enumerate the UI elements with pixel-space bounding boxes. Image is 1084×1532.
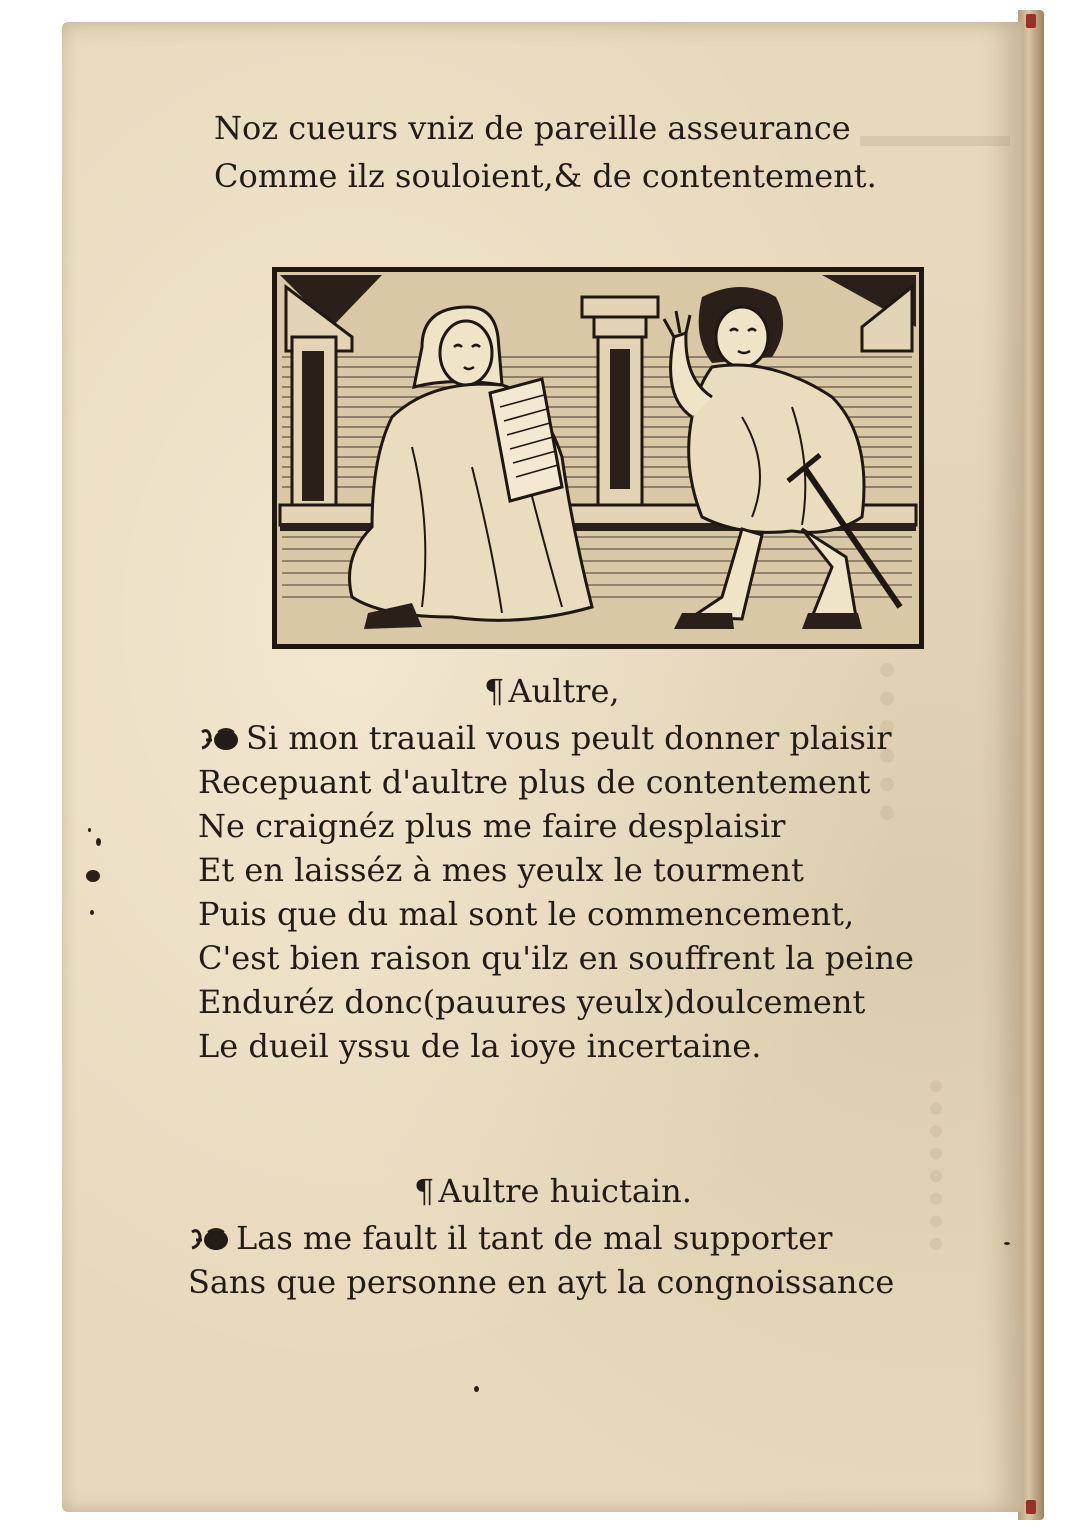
ink-speck [88, 828, 91, 832]
verse-line: Recepuant d'aultre plus de contentement [198, 763, 871, 801]
verse-line: Le dueil yssu de la ioye incertaine. [198, 1027, 762, 1065]
spine-ribbon-mark [1026, 14, 1036, 28]
fleuron-icon [188, 1226, 230, 1252]
verse-line: Enduréz donc(pauures yeulx)doulcement [198, 983, 866, 1021]
ink-speck [96, 838, 101, 846]
show-through [930, 1080, 1022, 1250]
woodcut-illustration [272, 267, 924, 649]
verse-line: Ne craignéz plus me faire desplaisir [198, 807, 786, 845]
ink-speck [1004, 1242, 1010, 1245]
section-heading-aultre [484, 672, 620, 710]
show-through [860, 110, 1010, 146]
heading-text: Aultre huictain. [438, 1172, 692, 1210]
verse-block-aultre-huictain [188, 1216, 894, 1304]
verse-line-text: Si mon trauail vous peult donner plaisir [246, 719, 892, 757]
verse-line: Sans que personne en ayt la congnoissance [188, 1263, 895, 1301]
verse-line: C'est bien raison qu'ilz en souffrent la peine [198, 939, 914, 977]
top-verse [214, 104, 877, 200]
spine-ribbon-mark [1026, 1500, 1036, 1514]
pilcrow-mark: ¶ [414, 1172, 435, 1210]
fleuron-icon [198, 726, 240, 752]
heading-text: Aultre, [508, 672, 620, 710]
ink-speck [86, 870, 100, 882]
verse-line [188, 1216, 894, 1260]
verse-line-text: Las me fault il tant de mal supporter [236, 1219, 833, 1257]
pilcrow-mark: ¶ [484, 672, 505, 710]
ink-speck [474, 1386, 479, 1392]
verse-line: Noz cueurs vniz de pareille asseurance [214, 109, 851, 147]
verse-line: Comme ilz souloient,& de contentement. [214, 157, 877, 195]
verse-block-aultre [198, 716, 914, 1068]
section-heading-aultre-huictain [414, 1172, 692, 1210]
verse-line: Et en laisséz à mes yeulx le tourment [198, 851, 804, 889]
ink-speck [90, 910, 94, 915]
verse-line [198, 716, 914, 760]
verse-line: Puis que du mal sont le commencement, [198, 895, 855, 933]
